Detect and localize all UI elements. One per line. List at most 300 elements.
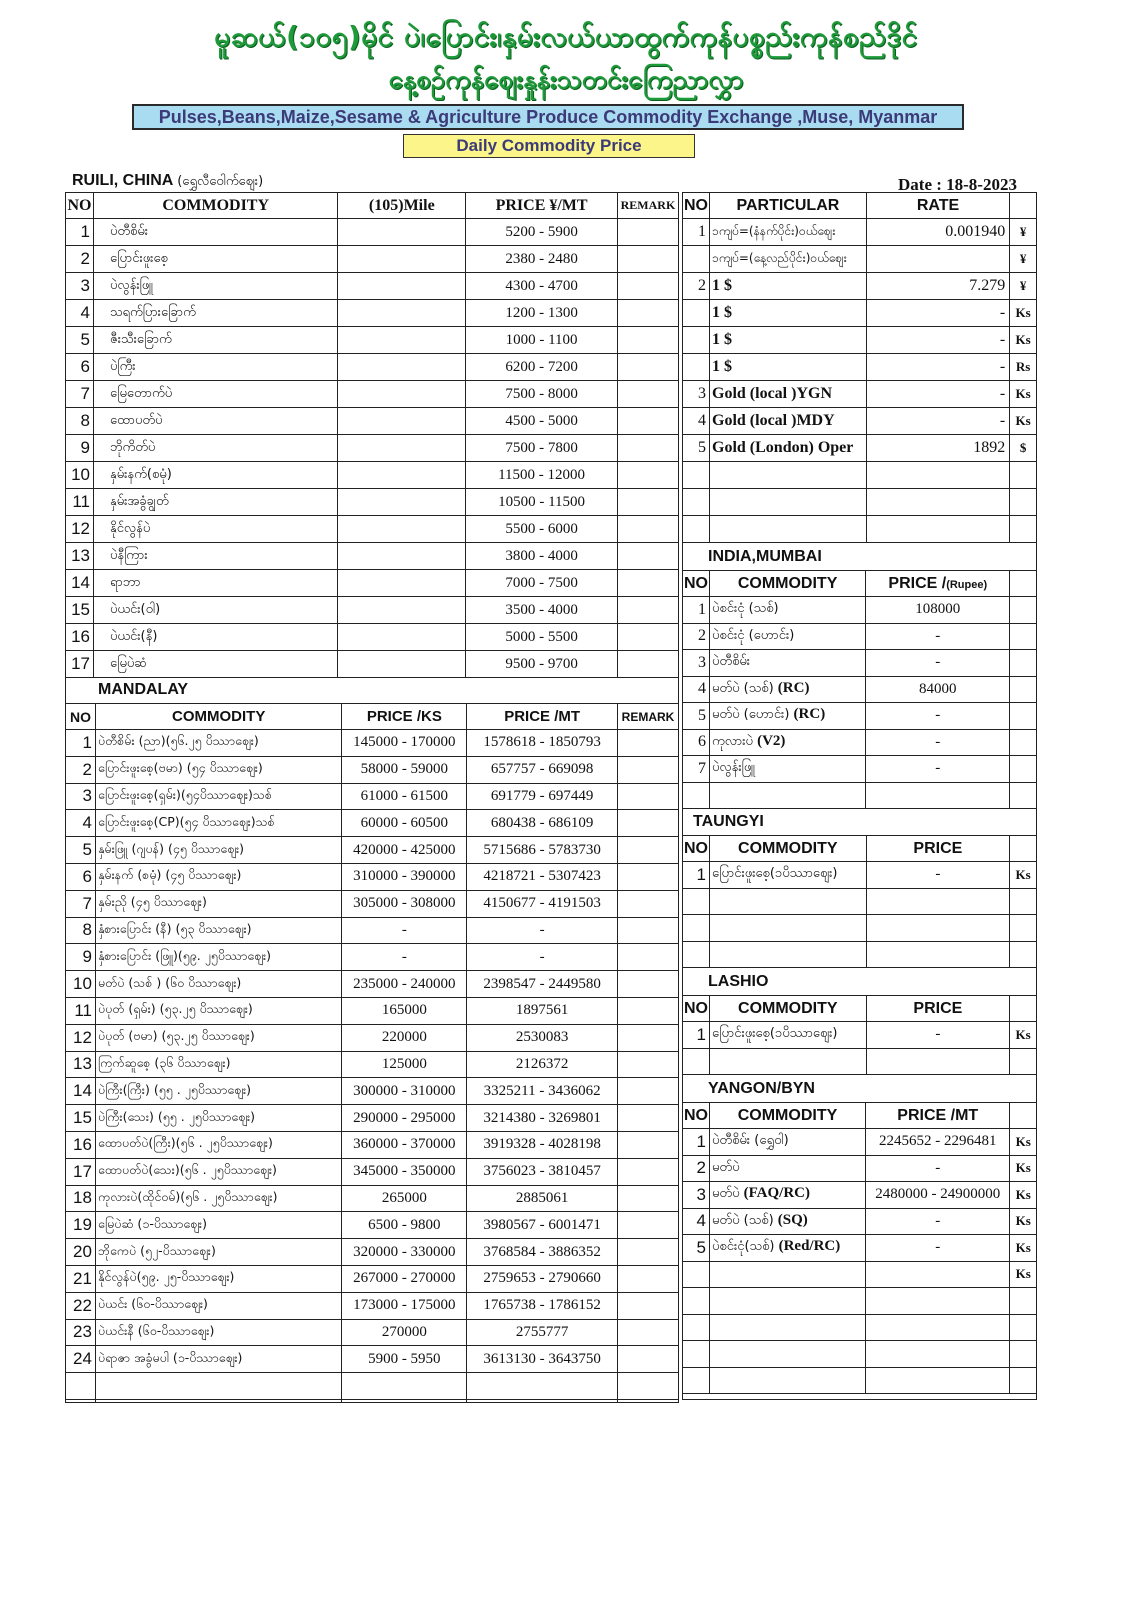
currency-unit	[1010, 597, 1037, 624]
row-no: 6	[66, 863, 96, 890]
lashio-price-table	[682, 995, 1037, 1075]
table-row	[683, 219, 1037, 246]
row-no: 15	[66, 1105, 96, 1132]
table-row	[66, 1292, 679, 1319]
page-title-myanmar: မူဆယ်(၁၀၅)မိုင် ပဲ၊ပြောင်း၊နှမ်းလယ်ယာထွက်ကုန်ပစ္စည်းကုန်စည်ဒိုင်	[214, 20, 918, 53]
blank-cell	[683, 489, 710, 516]
commodity-name: မြေပဲဆံ (၁-ပိဿာဈေး)	[95, 1212, 341, 1239]
table-row-blank	[683, 782, 1037, 809]
price-yuan-mt: 10500 - 11500	[466, 489, 618, 516]
rate-value: -	[866, 408, 1009, 435]
price-ks: 320000 - 330000	[342, 1239, 467, 1266]
row-no: 12	[66, 516, 94, 543]
table-row-blank	[683, 1048, 1037, 1075]
commodity-name: နှံစားပြောင်း (ဖြူ)(၅၉. ၂၅ပိဿာဈေး)	[95, 944, 341, 971]
rate-value: -	[866, 300, 1009, 327]
table-row	[66, 997, 679, 1024]
mile-price	[338, 273, 466, 300]
price-value	[866, 1261, 1010, 1288]
commodity-name: ကြက်ဆူစေ့ (၃၆ ပိဿာဈေး)	[95, 1051, 341, 1078]
price-value: -	[866, 1022, 1010, 1049]
remark	[618, 1131, 679, 1158]
remark	[618, 810, 679, 837]
table-row	[66, 597, 679, 624]
row-no: 4	[683, 1208, 710, 1235]
commodity-name: ပဲကြီး(သေး) (၅၅ . ၂၅ပိဿာဈေး)	[95, 1105, 341, 1132]
commodity-name: ပဲစင်းငုံ (ဟောင်း)	[712, 627, 795, 643]
blank-cell	[866, 1341, 1010, 1368]
remark	[618, 997, 679, 1024]
blank-cell	[683, 462, 710, 489]
col-header-commodity: COMMODITY	[710, 571, 866, 597]
currency-unit: Ks	[1010, 1261, 1037, 1288]
col-header-price-ks: PRICE /KS	[342, 704, 467, 730]
table-row	[66, 1051, 679, 1078]
blank-cell	[710, 782, 866, 809]
commodity-grade: (V2)	[757, 732, 786, 749]
price-ks: 267000 - 270000	[342, 1265, 467, 1292]
particular: 1 $	[710, 354, 867, 381]
row-no: 7	[683, 756, 710, 783]
remark	[617, 381, 678, 408]
price-mt: 3768584 - 3886352	[467, 1239, 618, 1266]
table-row	[66, 273, 679, 300]
price-ks: 310000 - 390000	[342, 863, 467, 890]
blank-cell	[710, 1341, 866, 1368]
remark	[617, 624, 678, 651]
row-no: 3	[683, 650, 710, 677]
col-header-remark: REMARK	[617, 193, 678, 219]
price-ks: 58000 - 59000	[342, 756, 467, 783]
table-row	[683, 729, 1037, 756]
commodity-name: မတ်ပဲ (ဟောင်း)	[712, 707, 794, 723]
row-no	[683, 354, 710, 381]
row-no: 4	[683, 408, 710, 435]
row-no: 8	[66, 408, 94, 435]
price-mt: 3919328 - 4028198	[467, 1131, 618, 1158]
row-no: 5	[683, 703, 710, 730]
price-ks: 290000 - 295000	[342, 1105, 467, 1132]
price-ks: 345000 - 350000	[342, 1158, 467, 1185]
price-value: -	[866, 1208, 1010, 1235]
yangon-section-label: YANGON/BYN	[708, 1080, 815, 1097]
commodity-name: ပဲနီကြား	[93, 543, 337, 570]
table-row	[66, 1319, 679, 1346]
price-mt: 3613130 - 3643750	[467, 1346, 618, 1373]
price-mt: 4218721 - 5307423	[467, 863, 618, 890]
commodity-name: ပဲယင်း (၆၀-ပိဿာဈေး)	[95, 1292, 341, 1319]
price-mt: 680438 - 686109	[467, 810, 618, 837]
col-header-price	[866, 571, 1010, 597]
price-label: PRICE /	[888, 574, 947, 592]
commodity-name: ပဲပုတ် (ရှမ်း) (၅၃.၂၅ ပိဿာဈေး)	[95, 997, 341, 1024]
commodity-name: နှမ်းနက် (စမုံ) (၄၅ ပိဿာဈေး)	[95, 863, 341, 890]
commodity-name: မြေတောက်ပဲ	[93, 381, 337, 408]
remark	[617, 597, 678, 624]
mile-price	[338, 489, 466, 516]
table-row	[683, 1235, 1037, 1262]
commodity-cell	[710, 729, 866, 756]
row-no: 14	[66, 1078, 96, 1105]
mile-price	[338, 651, 466, 678]
table-header-row	[683, 1103, 1037, 1129]
blank-cell	[710, 462, 867, 489]
row-no: 3	[683, 381, 710, 408]
commodity-name: ထောပတ်ပဲ(သေး)(၅၆ . ၂၅ပိဿာဈေး)	[95, 1158, 341, 1185]
commodity-name: ပြောင်းဖူးစေ့(၁ပိဿာဈေး)	[712, 1026, 838, 1042]
india-section-label: INDIA,MUMBAI	[708, 548, 822, 565]
row-no: 13	[66, 1051, 96, 1078]
price-ks: 125000	[342, 1051, 467, 1078]
table-row	[66, 1265, 679, 1292]
price-mt: -	[467, 917, 618, 944]
blank-cell	[866, 462, 1009, 489]
price-ks: -	[342, 917, 467, 944]
table-header-row	[683, 836, 1037, 862]
col-header-no: NO	[683, 836, 710, 862]
commodity-name: ပဲယင်းနီ (၆၀-ပိဿာဈေး)	[95, 1319, 341, 1346]
commodity-name: မတ်ပဲ (သစ် ) (၆၀ ပိဿာဈေး)	[95, 971, 341, 998]
table-row	[66, 944, 679, 971]
table-row	[66, 246, 679, 273]
blank-cell	[1010, 1314, 1037, 1341]
row-no: 6	[66, 354, 94, 381]
row-no: 9	[66, 944, 96, 971]
commodity-name: ပဲလွန်းဖြူ	[712, 760, 755, 776]
price-ks: 220000	[342, 1024, 467, 1051]
daily-price-label: Daily Commodity Price	[403, 134, 695, 158]
rate-value: 7.279	[866, 273, 1009, 300]
table-header-row	[683, 193, 1037, 219]
commodity-grade: (RC)	[793, 706, 826, 723]
row-no: 2	[683, 623, 710, 650]
price-yuan-mt: 6200 - 7200	[466, 354, 618, 381]
table-row	[683, 1261, 1037, 1288]
col-header-remark: REMARK	[618, 704, 679, 730]
commodity-name: ပဲလွန်းဖြူ	[93, 273, 337, 300]
table-row	[66, 971, 679, 998]
price-mt: 2759653 - 2790660	[467, 1265, 618, 1292]
price-value: -	[866, 729, 1010, 756]
table-row	[66, 1131, 679, 1158]
particular: ၁ကျပ်=(နေ့လည်ပိုင်း)ဝယ်ဈေး	[710, 246, 867, 273]
commodity-cell	[710, 1022, 867, 1049]
row-no: 1	[683, 219, 710, 246]
rate-value	[866, 246, 1009, 273]
col-header-price: PRICE ¥/MT	[466, 193, 618, 219]
table-row	[683, 676, 1037, 703]
table-row	[66, 354, 679, 381]
remark	[617, 543, 678, 570]
row-no: 17	[66, 1158, 96, 1185]
commodity-name: နှမ်းအခွံချွတ်	[93, 489, 337, 516]
blank-cell	[683, 1288, 710, 1315]
remark	[617, 327, 678, 354]
commodity-name: ထောပတ်ပဲ	[93, 408, 337, 435]
row-no: 1	[683, 1129, 710, 1156]
blank-cell	[342, 1373, 467, 1403]
remark	[618, 1265, 679, 1292]
row-no	[683, 1261, 710, 1288]
price-value: -	[866, 650, 1010, 677]
row-no: 22	[66, 1292, 96, 1319]
col-header-commodity: COMMODITY	[95, 704, 341, 730]
commodity-name: မတ်ပဲ (သစ်)	[712, 680, 778, 696]
table-row-blank	[66, 1373, 679, 1403]
price-mt: 2398547 - 2449580	[467, 971, 618, 998]
price-mt: -	[467, 944, 618, 971]
remark	[617, 246, 678, 273]
blank-cell	[866, 782, 1010, 809]
currency-unit: Ks	[1010, 1235, 1037, 1262]
remark	[618, 890, 679, 917]
price-value: -	[866, 862, 1010, 889]
remark	[617, 300, 678, 327]
remark	[618, 730, 679, 757]
ruili-label-mm: (ရွှေလီဝေါက်ဈေး)	[177, 174, 264, 189]
table-row	[66, 462, 679, 489]
mile-price	[338, 597, 466, 624]
currency-unit: Ks	[1010, 1208, 1037, 1235]
commodity-name: ကုလားပဲ(ထိုင်ဝမ်)(၅၆ . ၂၅ပိဿာဈေး)	[95, 1185, 341, 1212]
table-header-row	[66, 704, 679, 730]
table-row	[66, 408, 679, 435]
remark	[618, 756, 679, 783]
col-header-mile: (105)Mile	[338, 193, 466, 219]
price-ks: 270000	[342, 1319, 467, 1346]
commodity-name: ပဲတီစိမ်း	[712, 654, 751, 670]
table-header-row	[683, 571, 1037, 597]
commodity-cell	[710, 1261, 866, 1288]
col-header-commodity: COMMODITY	[710, 836, 867, 862]
row-no: 14	[66, 570, 94, 597]
currency-unit: Ks	[1010, 862, 1037, 889]
commodity-name: ပြောင်းဖူးစေ့(ရှမ်း)(၅၄ပိဿာဈေး)သစ်	[95, 783, 341, 810]
blank-cell	[710, 1367, 866, 1394]
remark	[617, 435, 678, 462]
exchange-banner: Pulses,Beans,Maize,Sesame & Agriculture Produce Commodity Exchange ,Muse, Myanmar	[132, 104, 964, 130]
blank-cell	[618, 1373, 679, 1403]
remark	[618, 1292, 679, 1319]
price-value: 108000	[866, 597, 1010, 624]
commodity-name: နှမ်းညို (၄၅ ပိဿာဈေး)	[95, 890, 341, 917]
price-ks: 173000 - 175000	[342, 1292, 467, 1319]
commodity-name: ပဲစင်းငုံ (သစ်)	[712, 601, 779, 617]
table-row-blank	[683, 1341, 1037, 1368]
yangon-price-table	[682, 1102, 1037, 1394]
table-row	[66, 1158, 679, 1185]
price-mt: 691779 - 697449	[467, 783, 618, 810]
blank-cell	[1010, 915, 1037, 942]
currency-unit: Ks	[1010, 300, 1037, 327]
rate-value: 0.001940	[866, 219, 1009, 246]
currency-unit	[1010, 623, 1037, 650]
table-row	[66, 1185, 679, 1212]
blank-cell	[1010, 1288, 1037, 1315]
col-header-rate: RATE	[866, 193, 1009, 219]
mile-price	[338, 570, 466, 597]
table-row	[683, 597, 1037, 624]
blank-cell	[683, 915, 710, 942]
blank-cell	[710, 1048, 867, 1075]
table-row-blank	[683, 915, 1037, 942]
blank-cell	[1010, 489, 1037, 516]
price-mt: 2755777	[467, 1319, 618, 1346]
rate-value: -	[866, 327, 1009, 354]
price-mt: 3980567 - 6001471	[467, 1212, 618, 1239]
commodity-name: ပဲကြီး(ကြီး) (၅၅ . ၂၅ပိဿာဈေး)	[95, 1078, 341, 1105]
mile-price	[338, 408, 466, 435]
table-row	[66, 1239, 679, 1266]
table-row	[66, 327, 679, 354]
row-no: 2	[66, 756, 96, 783]
row-no: 5	[66, 837, 96, 864]
row-no: 10	[66, 462, 94, 489]
table-row	[683, 381, 1037, 408]
lashio-section-label: LASHIO	[708, 973, 769, 990]
price-yuan-mt: 5000 - 5500	[466, 624, 618, 651]
row-no: 4	[66, 300, 94, 327]
commodity-name: ပဲယင်း(ဝါ)	[93, 597, 337, 624]
commodity-name: ပဲကြီး	[93, 354, 337, 381]
table-row	[66, 219, 679, 246]
currency-unit: Ks	[1010, 327, 1037, 354]
rupee-unit: (Rupee)	[946, 578, 988, 591]
table-row	[66, 624, 679, 651]
row-no: 1	[683, 862, 710, 889]
particular: 1 $	[710, 273, 867, 300]
blank-cell	[866, 941, 1010, 968]
exchange-rate-table	[682, 192, 1037, 543]
row-no: 11	[66, 489, 94, 516]
blank-cell	[866, 489, 1009, 516]
price-ks: 300000 - 310000	[342, 1078, 467, 1105]
price-yuan-mt: 7500 - 8000	[466, 381, 618, 408]
price-value: -	[866, 1235, 1010, 1262]
currency-unit: Ks	[1010, 1129, 1037, 1156]
mile-price	[338, 354, 466, 381]
commodity-cell	[710, 1182, 866, 1209]
col-header-no: NO	[683, 996, 710, 1022]
blank-cell	[866, 915, 1010, 942]
currency-unit: Rs	[1010, 354, 1037, 381]
currency-unit: ¥	[1010, 273, 1037, 300]
row-no: 10	[66, 971, 96, 998]
price-yuan-mt: 3500 - 4000	[466, 597, 618, 624]
rate-value: -	[866, 381, 1009, 408]
row-no: 7	[66, 890, 96, 917]
table-header-row	[66, 193, 679, 219]
blank-cell	[1010, 516, 1037, 543]
blank-cell	[866, 516, 1009, 543]
table-row-blank	[683, 1367, 1037, 1394]
commodity-name: မြေပဲဆံ	[93, 651, 337, 678]
row-no: 4	[66, 810, 96, 837]
commodity-name: ဇီးသီးခြောက်	[93, 327, 337, 354]
price-yuan-mt: 11500 - 12000	[466, 462, 618, 489]
remark	[618, 971, 679, 998]
taungyi-section-label: TAUNGYI	[693, 813, 764, 830]
mile-price	[338, 624, 466, 651]
blank-cell	[683, 516, 710, 543]
remark	[618, 1319, 679, 1346]
table-row	[683, 354, 1037, 381]
commodity-name: ရာဘာ	[93, 570, 337, 597]
col-header-no: NO	[683, 571, 710, 597]
currency-unit	[1010, 756, 1037, 783]
remark	[618, 1051, 679, 1078]
col-header-currency	[1010, 193, 1037, 219]
blank-cell	[710, 1288, 866, 1315]
particular: Gold (local )MDY	[710, 408, 867, 435]
table-row	[66, 1105, 679, 1132]
price-ks: 420000 - 425000	[342, 837, 467, 864]
table-row	[66, 516, 679, 543]
table-row	[683, 862, 1037, 889]
currency-unit	[1010, 703, 1037, 730]
particular: 1 $	[710, 300, 867, 327]
remark	[618, 917, 679, 944]
remark	[617, 462, 678, 489]
blank-cell	[866, 1367, 1010, 1394]
blank-cell	[95, 1373, 341, 1403]
blank-cell	[683, 941, 710, 968]
commodity-name: ပဲတီစိမ်း (ညာ)(၅၆.၂၅ ပိဿာဈေး)	[95, 730, 341, 757]
table-row	[683, 273, 1037, 300]
table-row	[66, 543, 679, 570]
col-header-no: NO	[66, 704, 96, 730]
price-ks: 5900 - 5950	[342, 1346, 467, 1373]
col-header-blank	[1010, 1103, 1037, 1129]
remark	[618, 1158, 679, 1185]
row-no: 7	[66, 381, 94, 408]
row-no: 4	[683, 676, 710, 703]
row-no: 18	[66, 1185, 96, 1212]
mile-price	[338, 462, 466, 489]
table-row-blank	[683, 1314, 1037, 1341]
price-ks: -	[342, 944, 467, 971]
table-row-blank	[683, 516, 1037, 543]
col-header-commodity: COMMODITY	[710, 996, 867, 1022]
row-no: 5	[683, 1235, 710, 1262]
row-no: 3	[66, 783, 96, 810]
remark	[617, 489, 678, 516]
commodity-name: နိုင်လွန်ပဲ	[93, 516, 337, 543]
mandalay-price-table	[65, 703, 679, 1403]
table-row	[66, 381, 679, 408]
blank-cell	[1010, 1048, 1037, 1075]
row-no	[683, 300, 710, 327]
price-mt: 1897561	[467, 997, 618, 1024]
commodity-name: မတ်ပဲ	[712, 1159, 740, 1175]
table-row	[683, 327, 1037, 354]
price-ks: 305000 - 308000	[342, 890, 467, 917]
table-row	[683, 703, 1037, 730]
blank-cell	[683, 1367, 710, 1394]
remark	[618, 1024, 679, 1051]
commodity-cell	[710, 676, 866, 703]
rate-value: 1892	[866, 435, 1009, 462]
remark	[618, 1346, 679, 1373]
blank-cell	[710, 888, 867, 915]
mile-price	[338, 435, 466, 462]
price-yuan-mt: 2380 - 2480	[466, 246, 618, 273]
row-no: 6	[683, 729, 710, 756]
price-yuan-mt: 5500 - 6000	[466, 516, 618, 543]
row-no: 2	[683, 1155, 710, 1182]
mandalay-section-label: MANDALAY	[98, 681, 189, 698]
ruili-label-en: RUILI, CHINA	[72, 172, 173, 189]
